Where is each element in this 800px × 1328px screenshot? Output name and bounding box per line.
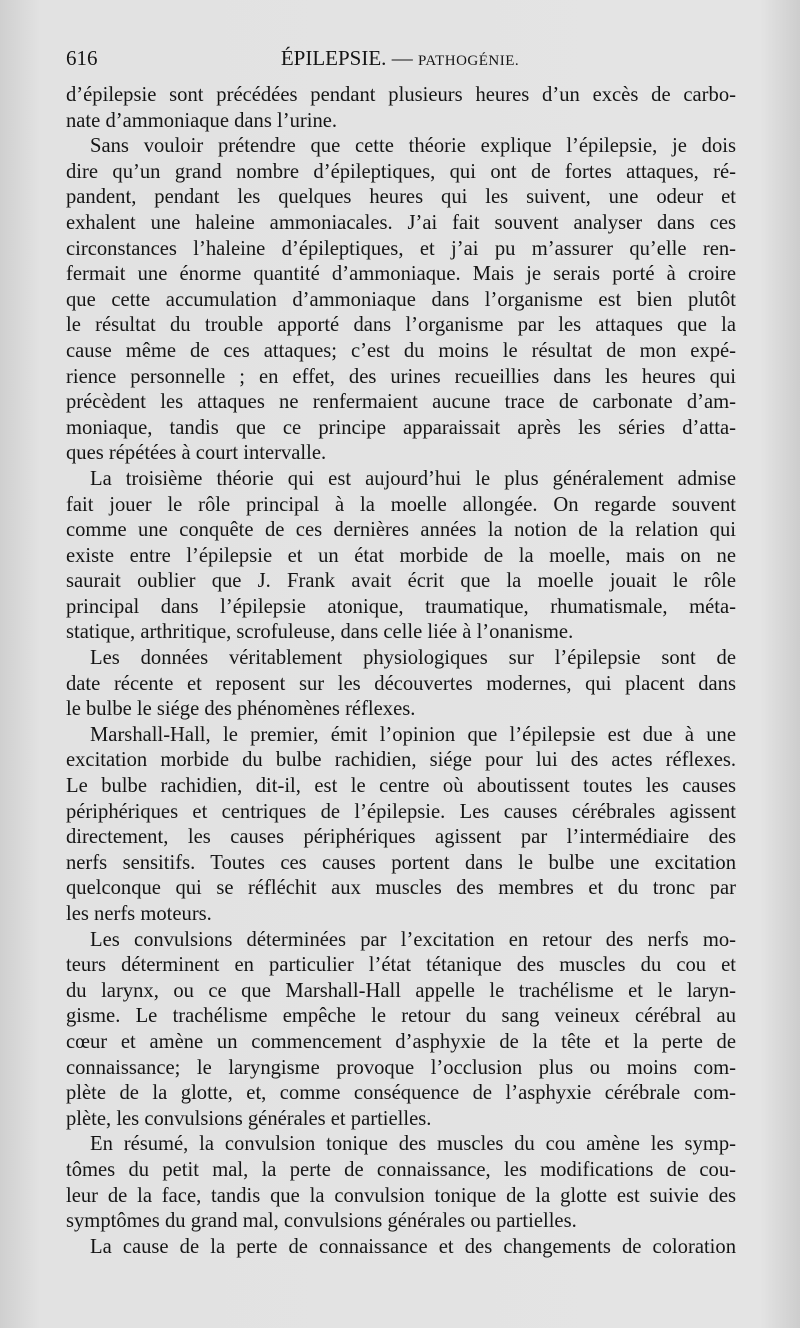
text-line: tômes du petit mal, la perte de connaissance, les modifications de cou-: [66, 1158, 736, 1181]
text-line: exhalent une haleine ammoniacales. J’ai fait souvent analyser dans ces: [66, 211, 736, 234]
body-text: [66, 83, 736, 1260]
text-line: comme une conquête de ces dernières années la notion de la relation qui: [66, 519, 736, 542]
paragraph: [66, 134, 736, 467]
text-line: le bulbe le siége des phénomènes réflexes.: [66, 698, 416, 721]
text-line: périphériques et centriques de l’épilepsie. Les causes cérébrales agissent: [66, 800, 736, 823]
text-line: pandent, pendant les quelques heures qui les suivent, une odeur et: [66, 186, 736, 209]
text-line: excitation morbide du bulbe rachidien, siége pour lui des actes réflexes.: [66, 749, 736, 772]
paragraph: [66, 646, 736, 723]
text-line: saurait oublier que J. Frank avait écrit que la moelle jouait le rôle: [66, 570, 736, 593]
text-line: cœur et amène un commencement d’asphyxie de la tête et la perte de: [66, 1030, 736, 1053]
text-line: ques répétées à court intervalle.: [66, 442, 327, 465]
text-line: d’épilepsie sont précédées pendant plusieurs heures d’un excès de carbo-: [66, 84, 736, 106]
text-line: fait jouer le rôle principal à la moelle allongée. On regarde souvent: [66, 493, 736, 516]
title-separator: —: [391, 46, 413, 70]
section-subtitle: PATHOGÉNIE.: [417, 53, 520, 69]
text-line: Les convulsions déterminées par l’excitation en retour des nerfs mo-: [90, 928, 736, 951]
text-line: existe entre l’épilepsie et un état morbide de la moelle, mais on ne: [66, 544, 736, 567]
text-line: les nerfs moteurs.: [66, 903, 212, 925]
running-title: [66, 46, 734, 71]
paragraph: [66, 1132, 736, 1234]
text-line: La troisième théorie qui est aujourd’hui le plus généralement admise: [90, 467, 736, 490]
paragraph: [66, 1235, 736, 1261]
text-line: La cause de la perte de connaissance et des changements de coloration: [90, 1235, 736, 1258]
text-line: connaissance; le laryngisme provoque l’occlusion plus ou moins com-: [66, 1056, 736, 1079]
text-line: quelconque qui se réfléchit aux muscles des membres et du tronc par: [66, 877, 736, 900]
text-line: le résultat du trouble apporté dans l’organisme par les attaques que la: [66, 314, 736, 337]
text-line: rience personnelle ; en effet, des urines recueillies dans les heures qui: [66, 365, 736, 388]
text-line: moniaque, tandis que ce principe apparaissait après les séries d’atta-: [66, 416, 736, 439]
paragraph: [66, 83, 736, 134]
text-line: directement, les causes périphériques agissent par l’intermédiaire des: [66, 826, 736, 849]
text-line: plète de la glotte, et, comme conséquence de l’asphyxie cérébrale com-: [66, 1082, 736, 1105]
text-line: teurs déterminent en particulier l’état tétanique des muscles du cou et: [66, 954, 736, 977]
text-line: date récente et reposent sur les découvertes modernes, qui placent dans: [66, 672, 736, 695]
paragraph: [66, 723, 736, 928]
text-line: statique, arthritique, scrofuleuse, dans celle liée à l’onanisme.: [66, 621, 574, 644]
text-line: plète, les convulsions générales et partielles.: [66, 1107, 432, 1130]
text-line: que cette accumulation d’ammoniaque dans l’organisme est bien plutôt: [66, 288, 736, 311]
text-line: En résumé, la convulsion tonique des muscles du cou amène les symp-: [90, 1133, 736, 1156]
text-line: Sans vouloir prétendre que cette théorie explique l’épilepsie, je dois: [90, 135, 736, 158]
text-line: précèdent les attaques ne renfermaient aucune trace de carbonate d’am-: [66, 391, 736, 414]
text-line: du larynx, ou ce que Marshall-Hall appelle le trachélisme et le laryn-: [66, 979, 736, 1002]
text-line: dire qu’un grand nombre d’épileptiques, qui ont de fortes attaques, ré-: [66, 160, 736, 183]
paragraph: [66, 467, 736, 646]
text-line: symptômes du grand mal, convulsions générales ou partielles.: [66, 1210, 577, 1233]
running-header: [66, 46, 734, 76]
text-line: principal dans l’épilepsie atonique, traumatique, rhumatismale, méta-: [66, 595, 736, 618]
text-line: Le bulbe rachidien, dit-il, est le centre où aboutissent toutes les causes: [66, 775, 736, 798]
chapter-title: ÉPILEPSIE.: [280, 46, 387, 70]
text-line: Marshall-Hall, le premier, émit l’opinion que l’épilepsie est due à une: [90, 723, 736, 746]
text-line: leur de la face, tandis que la convulsion tonique de la glotte est suivie des: [66, 1184, 736, 1207]
text-line: circonstances l’haleine d’épileptiques, et j’ai pu m’assurer qu’elle ren-: [66, 237, 736, 260]
text-line: gisme. Le trachélisme empêche le retour du sang veineux cérébral au: [66, 1005, 736, 1028]
text-line: cause même de ces attaques; c’est du moins le résultat de mon expé-: [66, 339, 736, 362]
text-line: nate d’ammoniaque dans l’urine.: [66, 109, 338, 132]
text-line: fermait une énorme quantité d’ammoniaque. Mais je serais porté à croire: [66, 263, 736, 286]
page-number: 616: [66, 46, 98, 70]
paragraph: [66, 928, 736, 1133]
text-line: Les données véritablement physiologiques sur l’épilepsie sont de: [90, 647, 736, 670]
text-line: nerfs sensitifs. Toutes ces causes portent dans le bulbe une excitation: [66, 851, 736, 874]
